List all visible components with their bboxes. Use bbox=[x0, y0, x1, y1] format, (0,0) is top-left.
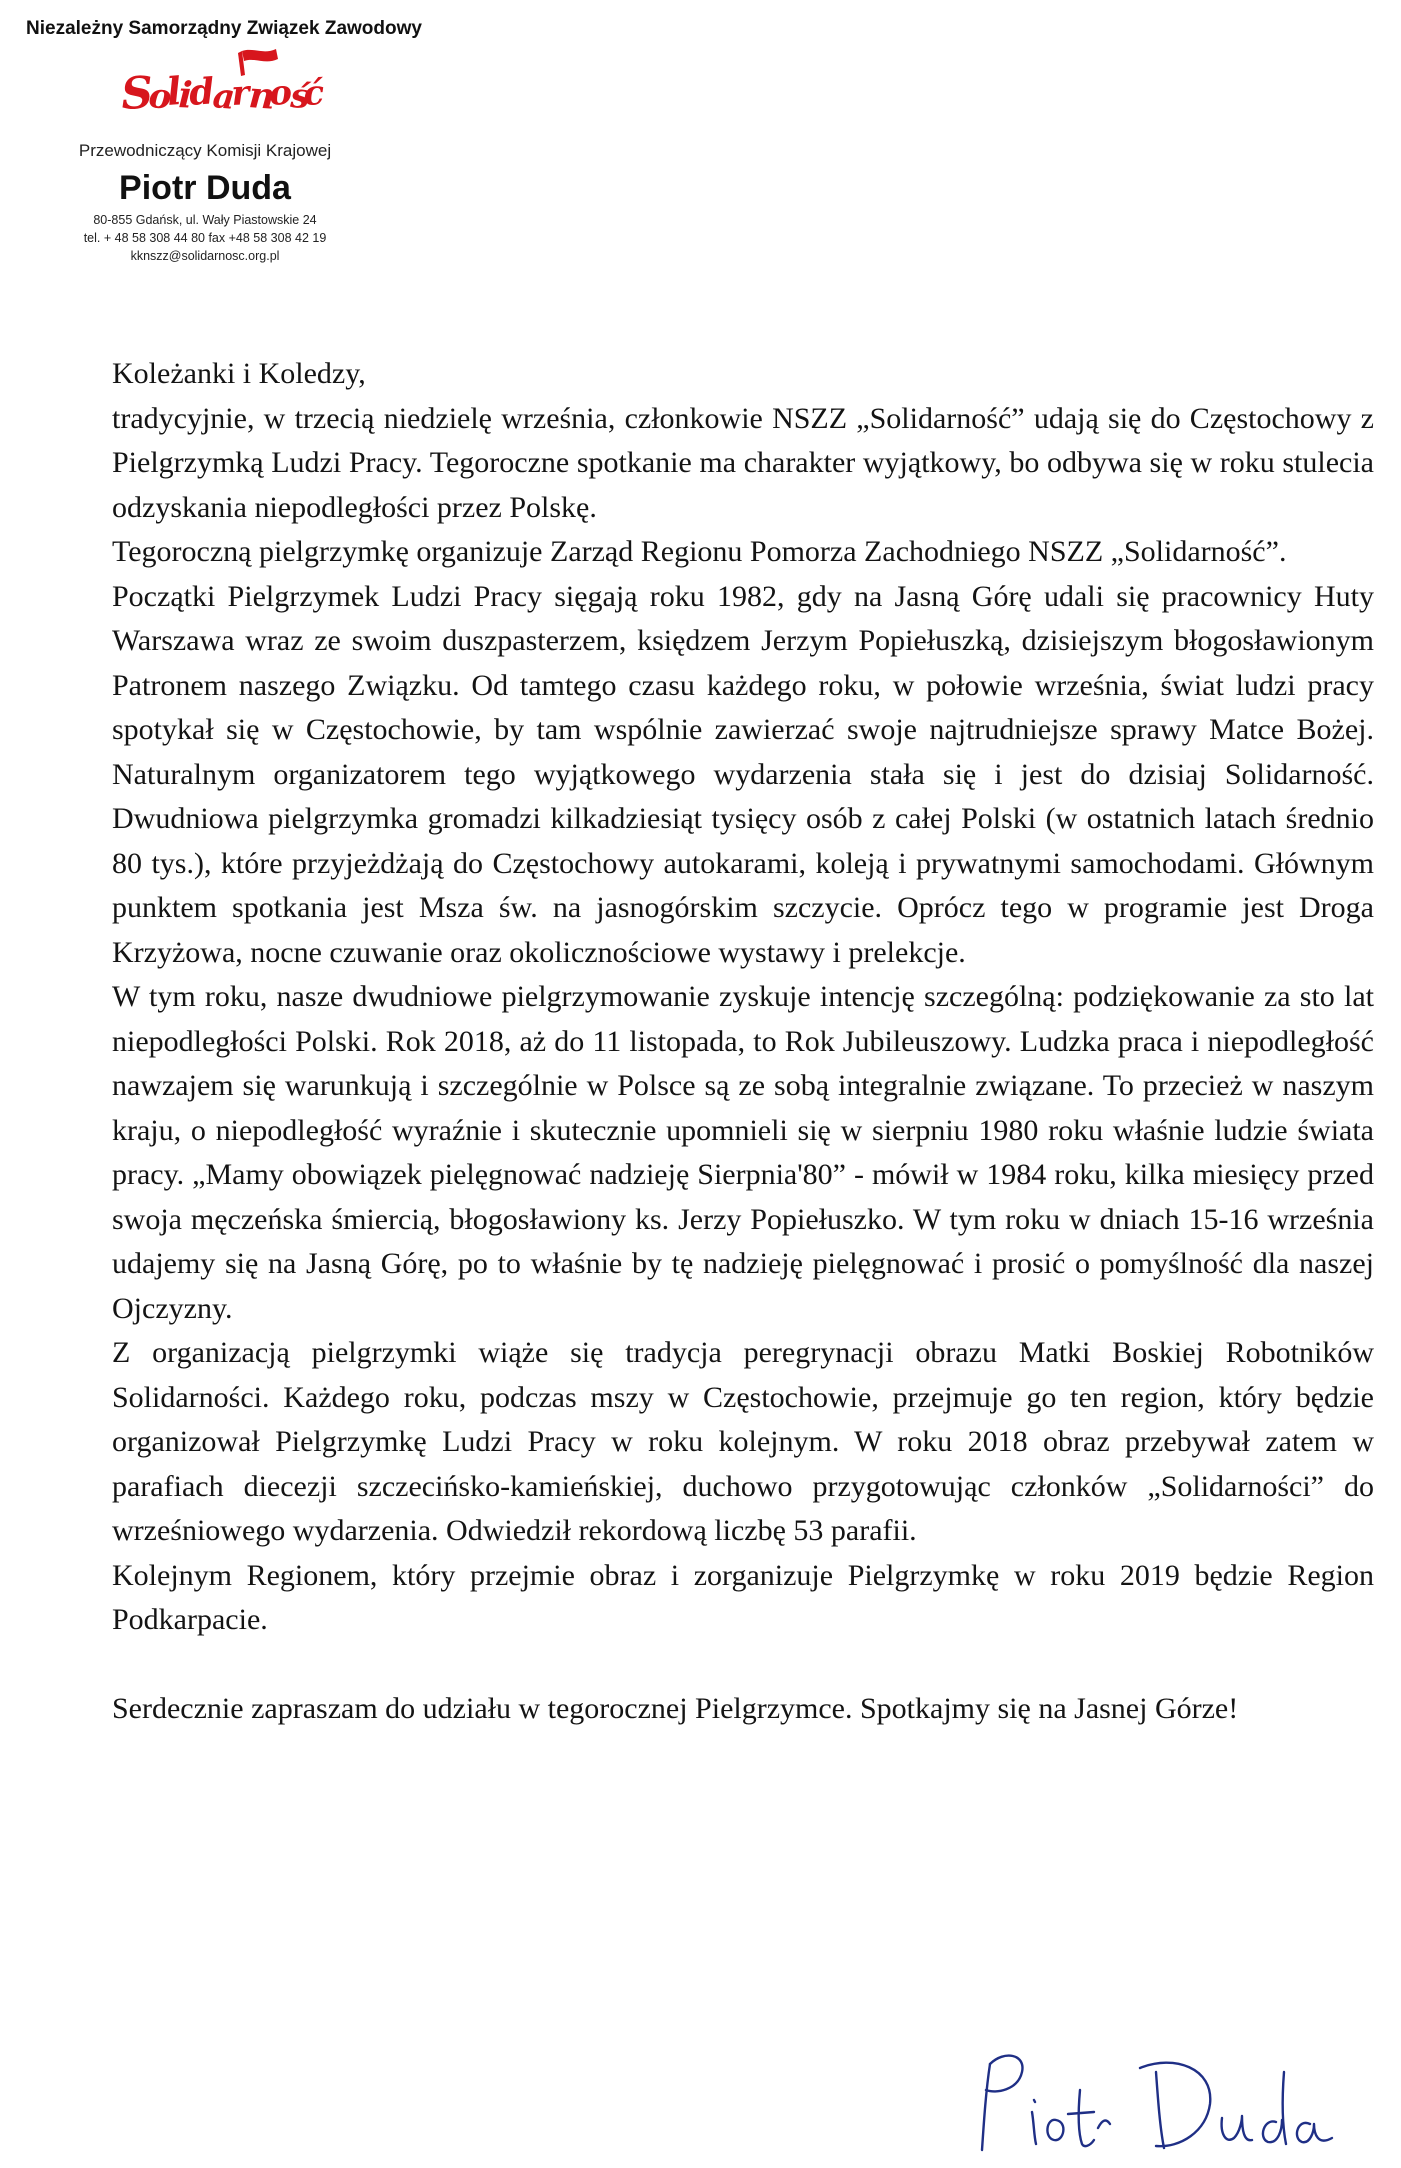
sender-phone: tel. + 48 58 308 44 80 fax +48 58 308 42 19 bbox=[83, 231, 327, 245]
sender-role: Przewodniczący Komisji Krajowej bbox=[78, 141, 332, 160]
sender-address: 80-855 Gdańsk, ul. Wały Piastowskie 24 bbox=[93, 213, 317, 227]
paragraph-1: tradycyjnie, w trzecią niedzielę września, członkowie NSZZ „Solidarność” udają się do Częstochowy z Pielgrzymką Ludzi Pracy. Tegoroczne spotkanie ma charakter wyjątkowy, bo odbywa się w roku stulecia odzyskania niepodległości przez Polskę. bbox=[112, 401, 1374, 524]
solidarnosc-logo bbox=[118, 45, 323, 125]
paragraph-spacer bbox=[112, 1643, 1374, 1687]
salutation: Koleżanki i Koledzy, bbox=[112, 357, 366, 390]
svg-text:r: r bbox=[230, 73, 248, 114]
svg-text:o: o bbox=[267, 72, 291, 114]
letter-body bbox=[112, 352, 1374, 1731]
svg-text:S: S bbox=[119, 67, 152, 120]
sender-email: kknszz@solidarnosc.org.pl bbox=[130, 249, 280, 263]
paragraph-2: Tegoroczną pielgrzymkę organizuje Zarząd Regionu Pomorza Zachodniego NSZZ „Solidarność”. bbox=[112, 535, 1287, 568]
paragraph-4: W tym roku, nasze dwudniowe pielgrzymowanie zyskuje intencję szczególną: podziękowanie za sto lat niepodległości Polski. Rok 2018, aż do 11 listopada, to Rok Jubileuszowy. Ludzka praca i niepodległość nawzajem się warunkują i szczególnie w Polsce są ze sobą integralnie związane. To przecież w naszym kraju, o niepodległość wyraźnie i skutecznie upomnieli się w sierpniu 1980 roku właśnie ludzie świata pracy. „Mamy obowiązek pielęgnować nadzieję Sierpnia'80” - mówił w 1984 roku, kilka miesięcy przed swoja męczeńska śmiercią, błogosławiony ks. Jerzy Popiełuszko. W tym roku w dniach 15-16 września udajemy się na Jasną Górę, po to właśnie by tę nadzieję pielęgnować i prosić o pomyślność dla naszej Ojczyzny. bbox=[112, 980, 1374, 1325]
svg-text:l: l bbox=[164, 68, 181, 114]
handwritten-signature bbox=[960, 2020, 1340, 2160]
svg-text:n: n bbox=[247, 74, 274, 118]
svg-text:ć: ć bbox=[302, 73, 323, 114]
svg-text:d: d bbox=[187, 70, 213, 114]
svg-text:o: o bbox=[147, 76, 170, 118]
letterhead-block bbox=[30, 140, 380, 264]
sender-name: Piotr Duda bbox=[119, 169, 291, 207]
closing: Serdecznie zapraszam do udziału w tegorocznej Pielgrzymce. Spotkajmy się na Jasnej Górze! bbox=[112, 1691, 1239, 1725]
paragraph-6: Kolejnym Regionem, który przejmie obraz i zorganizuje Pielgrzymkę w roku 2019 będzie Region Podkarpacie. bbox=[112, 1558, 1374, 1636]
union-name: Niezależny Samorządny Związek Zawodowy bbox=[26, 18, 422, 39]
paragraph-5: Z organizacją pielgrzymki wiąże się tradycja peregrynacji obrazu Matki Boskiej Robotników Solidarności. Każdego roku, podczas mszy w Częstochowie, przejmuje go ten region, który będzie organizował Pielgrzymkę Ludzi Pracy w roku kolejnym. W roku 2018 obraz przebywał zatem w parafiach diecezji szczecińsko-kamieńskiej, duchowo przygotowując członków „Solidarności” do wrześniowego wydarzenia. Odwiedził rekordową liczbę 53 parafii. bbox=[112, 1336, 1374, 1547]
paragraph-3: Początki Pielgrzymek Ludzi Pracy sięgają roku 1982, gdy na Jasną Górę udali się pracownicy Huty Warszawa wraz ze swoim duszpasterzem, księdzem Jerzym Popiełuszką, dzisiejszym błogosławionym Patronem naszego Związku. Od tamtego czasu każdego roku, w połowie września, świat ludzi pracy spotykał się w Częstochowie, by tam wspólnie zawierzać swoje najtrudniejsze sprawy Matce Bożej. Naturalnym organizatorem tego wyjątkowego wydarzenia stała się i jest do dzisiaj Solidarność. Dwudniowa pielgrzymka gromadzi kilkadziesiąt tysięcy osób z całej Polski (w ostatnich latach średnio 80 tys.), które przyjeżdżają do Częstochowy autokarami, koleją i prywatnymi samochodami. Głównym punktem spotkania jest Msza św. na jasnogórskim szczycie. Oprócz tego w programie jest Droga Krzyżowa, nocne czuwanie oraz okolicznościowe wystawy i prelekcje. bbox=[112, 579, 1374, 969]
svg-text:i: i bbox=[177, 74, 191, 117]
svg-text:a: a bbox=[211, 76, 234, 118]
svg-text:ś: ś bbox=[289, 76, 308, 117]
